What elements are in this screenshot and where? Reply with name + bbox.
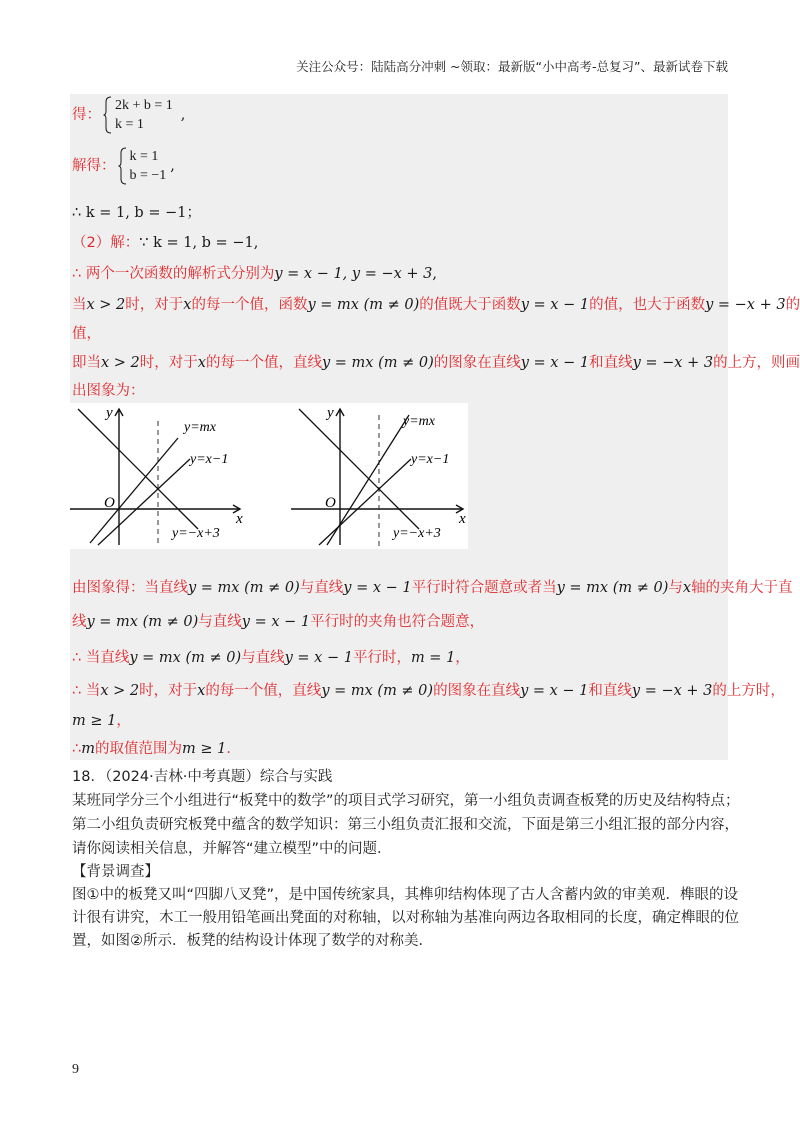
text: 和直线 bbox=[589, 355, 633, 371]
math: ∴ k = 1, b = −1； bbox=[72, 205, 201, 221]
text: 的取值范围为 bbox=[94, 741, 182, 757]
page-number: 9 bbox=[72, 1062, 79, 1077]
math: x > 2 bbox=[100, 683, 140, 699]
text: ∴ 当 bbox=[72, 683, 101, 699]
solution-line-5: ∴ 两个一次函数的解析式分别为y = x − 1, y = −x + 3, bbox=[72, 266, 437, 282]
text: ∴ 当直线 bbox=[72, 650, 130, 666]
text: ， bbox=[116, 713, 131, 729]
math: x bbox=[183, 297, 192, 313]
equation-system-1 bbox=[103, 96, 173, 134]
solution-line-11 bbox=[72, 610, 484, 631]
math: y = mx (m ≠ 0) bbox=[86, 614, 199, 630]
page-header: 关注公众号：陆陆高分冲刺 ~领取：最新版“小中高考-总复习”、最新试卷下载 bbox=[296, 59, 728, 74]
origin-label: O bbox=[325, 495, 336, 511]
text: 时，对于 bbox=[139, 683, 198, 699]
text: 与直线 bbox=[241, 650, 285, 666]
math: y = mx (m ≠ 0) bbox=[556, 580, 669, 596]
graph-svg bbox=[70, 403, 468, 549]
text: ∴ 两个一次函数的解析式分别为 bbox=[72, 266, 275, 282]
text: ． bbox=[226, 741, 241, 757]
text: 平行时， bbox=[352, 650, 411, 666]
text: 与直线 bbox=[299, 580, 344, 596]
math: m ≥ 1 bbox=[72, 713, 117, 729]
text: 的每一个值，直线 bbox=[205, 355, 322, 371]
solution-line-14 bbox=[72, 709, 131, 730]
equation-system-2 bbox=[118, 147, 167, 185]
graph-left bbox=[70, 405, 243, 547]
text: 轴的夹角大于直 bbox=[691, 580, 793, 596]
text: 与 bbox=[668, 580, 683, 596]
label-mx: y=mx bbox=[184, 420, 216, 435]
label-x-minus-1: y=x−1 bbox=[411, 452, 450, 467]
math: y = mx (m ≠ 0) bbox=[188, 580, 300, 596]
text: 的上方时， bbox=[712, 683, 785, 699]
text: 解得： bbox=[72, 158, 116, 174]
text: 由图象得：当直线 bbox=[72, 580, 188, 596]
section-heading: 【背景调查】 bbox=[72, 864, 159, 880]
system1-eq1: 2k + b = 1 bbox=[115, 98, 173, 113]
solution-line-4: （2）解：∵ k = 1, b = −1, bbox=[72, 235, 259, 251]
label-neg-x-plus-3: y=−x+3 bbox=[393, 526, 441, 541]
question-paragraph-line-1: 某班同学分三个小组进行“板凳中的数学”的项目式学习研究，第一小组负责调查板凳的历史及结构特点； bbox=[72, 793, 740, 809]
label-x-minus-1: y=x−1 bbox=[190, 452, 229, 467]
text: 即当 bbox=[72, 355, 101, 371]
question-paragraph-line-3: 请你阅读相关信息，并解答“建立模型”中的问题． bbox=[72, 841, 392, 857]
solution-line-8 bbox=[72, 351, 800, 372]
solution-line-12 bbox=[72, 646, 470, 667]
text: ∴ bbox=[72, 741, 82, 757]
text: 的值，也大于函数 bbox=[589, 297, 706, 313]
math: ∵ k = 1, b = −1 bbox=[139, 235, 254, 251]
math: x > 2 bbox=[101, 355, 140, 371]
brace-icon bbox=[118, 147, 128, 185]
system2-eq2: b = −1 bbox=[129, 168, 167, 183]
label-mx: y=mx bbox=[403, 414, 435, 429]
text: 平行时符合题意或者当 bbox=[411, 580, 557, 596]
system2-eq1: k = 1 bbox=[129, 149, 159, 164]
math: x > 2 bbox=[86, 297, 126, 313]
solution-line-3 bbox=[72, 201, 201, 222]
solution-line-2: 解得： k = 1 b = −1 , bbox=[72, 149, 175, 183]
text: 的值既大于函数 bbox=[419, 297, 521, 313]
math: y = x − 1 bbox=[520, 683, 589, 699]
math: y = x − 1, y = −x + 3 bbox=[274, 266, 433, 282]
text: 平行时的夹角也符合题意， bbox=[310, 614, 485, 630]
text: 的图象在直线 bbox=[433, 683, 521, 699]
math: y = −x + 3 bbox=[632, 355, 714, 371]
solution-line-9: 出图象为： bbox=[72, 383, 145, 399]
text: 的每一个值，函数 bbox=[191, 297, 308, 313]
math: y = x − 1 bbox=[520, 297, 590, 313]
brace-icon bbox=[103, 96, 113, 134]
math: y = mx (m ≠ 0) bbox=[321, 683, 434, 699]
math: y = mx (m ≠ 0) bbox=[129, 650, 242, 666]
solution-line-1: 得： 2k + b = 1 k = 1 , bbox=[72, 98, 186, 132]
text: 得： bbox=[72, 107, 101, 123]
math: m = 1 bbox=[410, 650, 456, 666]
math: y = x − 1 bbox=[284, 650, 353, 666]
math: y = −x + 3 bbox=[631, 683, 713, 699]
question-paragraph-line-4: 图①中的板凳又叫“四脚八叉凳”，是中国传统家具，其榫卯结构体现了古人含蓄内敛的审美观．榫眼的设 bbox=[72, 887, 739, 903]
line-mx bbox=[90, 438, 178, 543]
math: y = x − 1 bbox=[241, 614, 311, 630]
text: 的图象在直线 bbox=[433, 355, 521, 371]
text: 和直线 bbox=[588, 683, 632, 699]
text: （2）解： bbox=[72, 235, 140, 251]
math: y = x − 1 bbox=[343, 580, 412, 596]
math: y = mx (m ≠ 0) bbox=[307, 297, 420, 313]
graph-figure bbox=[70, 403, 468, 549]
y-label: y bbox=[327, 405, 334, 421]
label-neg-x-plus-3: y=−x+3 bbox=[172, 526, 220, 541]
origin-label: O bbox=[104, 495, 115, 511]
math: y = mx (m ≠ 0) bbox=[321, 355, 434, 371]
text: 的上方，则画 bbox=[713, 355, 800, 371]
math: x bbox=[197, 355, 206, 371]
graph-right bbox=[291, 405, 466, 547]
solution-line-7: 值， bbox=[72, 326, 101, 342]
question-title: 18．（2024·吉林·中考真题）综合与实践 bbox=[72, 769, 333, 785]
math: m ≥ 1 bbox=[181, 741, 227, 757]
math: m bbox=[81, 741, 95, 757]
solution-line-6 bbox=[72, 293, 800, 314]
text: 时，对于 bbox=[125, 297, 184, 313]
text: 当 bbox=[72, 297, 87, 313]
solution-line-10 bbox=[72, 576, 793, 597]
text: 时，对于 bbox=[139, 355, 198, 371]
y-label: y bbox=[106, 405, 113, 421]
math: x bbox=[682, 580, 692, 596]
x-label: x bbox=[236, 511, 243, 527]
text: 与直线 bbox=[198, 614, 242, 630]
question-paragraph-line-6: 置，如图②所示．板凳的结构设计体现了数学的对称美． bbox=[72, 933, 433, 949]
math: y = −x + 3 bbox=[705, 297, 786, 313]
solution-line-15 bbox=[72, 737, 241, 758]
math: x bbox=[197, 683, 206, 699]
text: 线 bbox=[72, 614, 87, 630]
math: y = x − 1 bbox=[520, 355, 590, 371]
solution-line-13 bbox=[72, 679, 785, 700]
text: 的每一个值，直线 bbox=[205, 683, 322, 699]
system1-eq2: k = 1 bbox=[115, 117, 144, 132]
question-paragraph-line-5: 计很有讲究，木工一般用铅笔画出凳面的对称轴，以对称轴为基准向两边各取相同的长度，确定榫眼的位 bbox=[72, 910, 739, 926]
question-paragraph-line-2: 第二小组负责研究板凳中蕴含的数学知识：第三小组负责汇报和交流，下面是第三小组汇报的部分内容， bbox=[72, 817, 739, 833]
text: 的 bbox=[785, 297, 800, 313]
text: ， bbox=[455, 650, 470, 666]
x-label: x bbox=[459, 511, 466, 527]
